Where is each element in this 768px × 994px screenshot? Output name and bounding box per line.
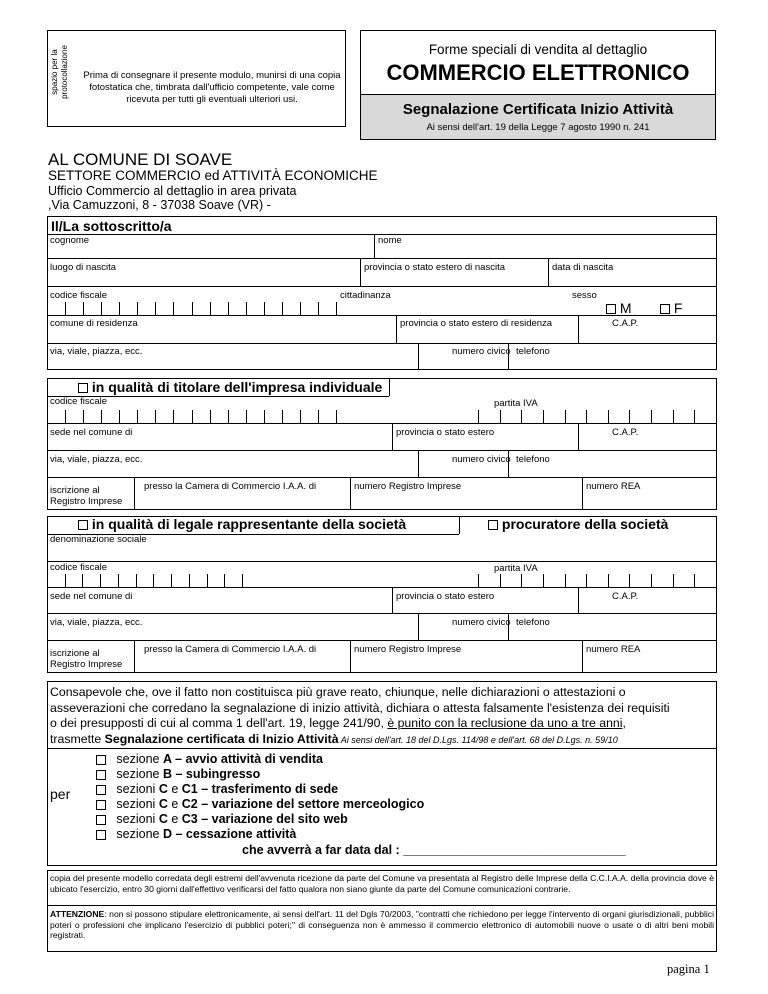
- company-piva-label: partita IVA: [494, 563, 538, 574]
- company-denominazione-field[interactable]: denominazione sociale: [50, 534, 147, 545]
- company-iscrizione-label: iscrizione al: [50, 648, 100, 659]
- declaration-line-1: Consapevole che, ove il fatto non costituisca più grave reato, chiunque, nelle dichiarazioni o attestazioni o: [50, 685, 626, 699]
- option-a-pre: sezione: [116, 752, 163, 766]
- attention-label: ATTENZIONE: [50, 909, 105, 919]
- company-cf-label: codice fiscale: [50, 562, 108, 573]
- comune-residenza-field[interactable]: comune di residenza: [50, 318, 138, 329]
- checkbox-icon[interactable]: [78, 520, 88, 530]
- option-b-label: B – subingresso: [162, 767, 261, 781]
- individual-heading[interactable]: [78, 379, 382, 395]
- declaration-line-3a: o dei presupposti di cui al comma 1 dell'art. 19, legge 241/90,: [50, 716, 388, 730]
- option-a-label: A – avvio attività di vendita: [162, 752, 323, 766]
- individual-piva-boxes[interactable]: [478, 410, 717, 423]
- individual-camera-field[interactable]: presso la Camera di Commercio I.A.A. di: [144, 481, 317, 492]
- individual-registro-label: Registro Imprese: [50, 496, 123, 507]
- checkbox-icon[interactable]: [96, 755, 106, 765]
- option-c2[interactable]: [96, 797, 424, 812]
- recipient-address: ,Via Camuzzoni, 8 - 37038 Soave (VR) -: [48, 198, 271, 212]
- protocol-stamp-label: spazio per la protocollazione: [50, 45, 69, 99]
- sex-m-label: M: [619, 300, 632, 316]
- declaration-line-2: asseverazioni che corredano la segnalazione di inizio attività, dichiara o attesta falsamente l'esistenza dei requisiti: [50, 700, 670, 715]
- option-c1-mid: e: [167, 782, 182, 796]
- option-d[interactable]: [96, 827, 424, 842]
- provincia-nascita-field[interactable]: provincia o stato estero di nascita: [364, 262, 505, 273]
- note-copy: copia del presente modello corredata degli estremi dell'avvenuta ricezione da parte del Comune va presentata al Registro delle Imprese della C.C.I.A.A. della provincia dove è ubicato l'esercizio, entro 30 giorni dall'effettivo verificarsi del fatto qualora non siano giunte da parte del Comune comunicazioni contrarie.: [50, 873, 714, 894]
- nome-field[interactable]: nome: [378, 235, 402, 246]
- option-c1-label: C1 – trasferimento di sede: [181, 782, 339, 796]
- recipient-office: Ufficio Commercio al dettaglio in area privata: [48, 184, 297, 198]
- option-c3[interactable]: [96, 812, 424, 827]
- option-c1-c: C: [158, 782, 168, 796]
- individual-sede-field[interactable]: sede nel comune di: [50, 427, 133, 438]
- individual-heading-label: in qualità di titolare dell'impresa individuale: [91, 379, 383, 395]
- attention-text: : non si possono stipulare elettronicamente, ai sensi dell'art. 11 del Dgls 70/2003, "contratti che richiedono per legge l'intervento di organi giurisdizionali, pubblici poteri o professioni che implicano l'esercizio di pubblici poteri;" di conseguenza non è ammesso il commercio elettronico di automobili nuove o usate o di altri beni mobili registrati.: [50, 909, 714, 940]
- company-heading-left-label: in qualità di legale rappresentante della società: [91, 516, 407, 532]
- form-type-title: Segnalazione Certificata Inizio Attività: [402, 101, 674, 118]
- option-c1-pre: sezioni: [116, 782, 159, 796]
- individual-num-registro-field[interactable]: numero Registro Imprese: [354, 481, 462, 492]
- company-civico-field[interactable]: numero civico: [452, 617, 511, 628]
- declaration-scia-title: Segnalazione certificata di Inizio Attività: [104, 731, 339, 746]
- company-heading-left[interactable]: [78, 516, 406, 532]
- cap-field[interactable]: C.A.P.: [612, 318, 639, 329]
- checkbox-icon[interactable]: [96, 770, 106, 780]
- numero-civico-field[interactable]: numero civico: [452, 346, 511, 357]
- company-piva-boxes[interactable]: [478, 574, 717, 587]
- option-c3-label: C3 – variazione del sito web: [181, 812, 348, 826]
- telefono-field[interactable]: telefono: [516, 346, 550, 357]
- cognome-field[interactable]: cognome: [50, 235, 90, 246]
- individual-num-rea-field[interactable]: numero REA: [586, 481, 641, 492]
- individual-piva-label: partita IVA: [494, 398, 538, 409]
- data-nascita-field[interactable]: data di nascita: [552, 262, 614, 273]
- option-c2-mid: e: [167, 797, 182, 811]
- company-num-registro-field[interactable]: numero Registro Imprese: [354, 644, 462, 655]
- option-d-pre: sezione: [116, 827, 163, 841]
- company-heading-right[interactable]: [488, 516, 668, 532]
- checkbox-icon[interactable]: [660, 304, 670, 314]
- checkbox-icon[interactable]: [78, 383, 88, 393]
- checkbox-icon[interactable]: [96, 800, 106, 810]
- header-subtitle: Forme speciali di vendita al dettaglio: [428, 42, 648, 57]
- sex-m-option[interactable]: [606, 300, 632, 316]
- law-reference: Ai sensi dell'art. 19 della Legge 7 agosto 1990 n. 241: [426, 122, 650, 133]
- individual-telefono-field[interactable]: telefono: [516, 454, 550, 465]
- sesso-label: sesso: [572, 290, 597, 301]
- option-c1[interactable]: [96, 782, 424, 797]
- company-camera-field[interactable]: presso la Camera di Commercio I.A.A. di: [144, 644, 317, 655]
- declaration-law-ref: Ai sensi dell'art. 18 del D.Lgs. 114/98 e dell'art. 68 del D.Lgs. n. 59/10: [338, 734, 618, 745]
- individual-cap-field[interactable]: C.A.P.: [612, 427, 639, 438]
- provincia-residenza-field[interactable]: provincia o stato estero di residenza: [400, 318, 553, 329]
- codice-fiscale-boxes[interactable]: [47, 302, 337, 315]
- company-num-rea-field[interactable]: numero REA: [586, 644, 641, 655]
- declaration-penalty: è punito con la reclusione da uno a tre anni: [387, 716, 623, 730]
- company-cap-field[interactable]: C.A.P.: [612, 591, 639, 602]
- option-c3-mid: e: [167, 812, 182, 826]
- recipient-name: AL COMUNE DI SOAVE: [48, 150, 233, 169]
- company-provincia-field[interactable]: provincia o stato estero: [396, 591, 495, 602]
- declaration-text: [50, 685, 714, 748]
- option-c3-c: C: [158, 812, 168, 826]
- recipient-sector: SETTORE COMMERCIO ed ATTIVITÀ ECONOMICHE: [48, 168, 378, 183]
- option-d-label: D – cessazione attività: [162, 827, 297, 841]
- checkbox-icon[interactable]: [606, 304, 616, 314]
- sex-f-option[interactable]: [660, 300, 682, 316]
- note-attention: [50, 909, 714, 941]
- checkbox-icon[interactable]: [488, 520, 498, 530]
- signer-heading: Il/La sottoscritto/a: [51, 218, 172, 234]
- company-cf-boxes[interactable]: [47, 574, 243, 587]
- individual-cf-label: codice fiscale: [50, 396, 108, 407]
- via-field[interactable]: via, viale, piazza, ecc.: [50, 346, 143, 357]
- option-c3-pre: sezioni: [116, 812, 159, 826]
- per-label: per: [50, 786, 71, 802]
- cittadinanza-field[interactable]: cittadinanza: [340, 290, 391, 301]
- luogo-nascita-field[interactable]: luogo di nascita: [50, 262, 117, 273]
- company-sede-field[interactable]: sede nel comune di: [50, 591, 133, 602]
- page-number: pagina 1: [667, 962, 710, 976]
- individual-via-field[interactable]: via, viale, piazza, ecc.: [50, 454, 143, 465]
- company-via-field[interactable]: via, viale, piazza, ecc.: [50, 617, 143, 628]
- checkbox-icon[interactable]: [96, 830, 106, 840]
- option-b-pre: sezione: [116, 767, 163, 781]
- declaration-line-4: [50, 732, 714, 749]
- option-a[interactable]: [96, 752, 424, 767]
- option-c2-c: C: [158, 797, 168, 811]
- codice-fiscale-label: codice fiscale: [50, 290, 108, 301]
- declaration-line-3c: ,: [622, 716, 626, 730]
- individual-civico-field[interactable]: numero civico: [452, 454, 511, 465]
- sex-f-label: F: [673, 300, 683, 316]
- cessation-date-field[interactable]: che avverrà a far data dal : ________________________________: [242, 843, 626, 857]
- section-options: [96, 752, 424, 842]
- declaration-line-4a: trasmette: [50, 731, 105, 746]
- header-title: COMMERCIO ELETTRONICO: [386, 60, 690, 85]
- company-telefono-field[interactable]: telefono: [516, 617, 550, 628]
- checkbox-icon[interactable]: [96, 785, 106, 795]
- declaration-line-3: [50, 716, 714, 732]
- checkbox-icon[interactable]: [96, 815, 106, 825]
- option-c2-label: C2 – variazione del settore merceologico: [181, 797, 425, 811]
- individual-provincia-field[interactable]: provincia o stato estero: [396, 427, 495, 438]
- option-c2-pre: sezioni: [116, 797, 159, 811]
- company-heading-right-label: procuratore della società: [501, 516, 669, 532]
- individual-iscrizione-label: iscrizione al: [50, 485, 100, 496]
- option-b[interactable]: [96, 767, 424, 782]
- company-registro-label: Registro Imprese: [50, 659, 123, 670]
- individual-cf-boxes[interactable]: [47, 410, 337, 423]
- protocol-note: Prima di consegnare il presente modulo, munirsi di una copia fotostatica che, timbrata dall'ufficio competente, vale come ricevuta per tutti gli eventuali ulteriori usi.: [83, 70, 341, 105]
